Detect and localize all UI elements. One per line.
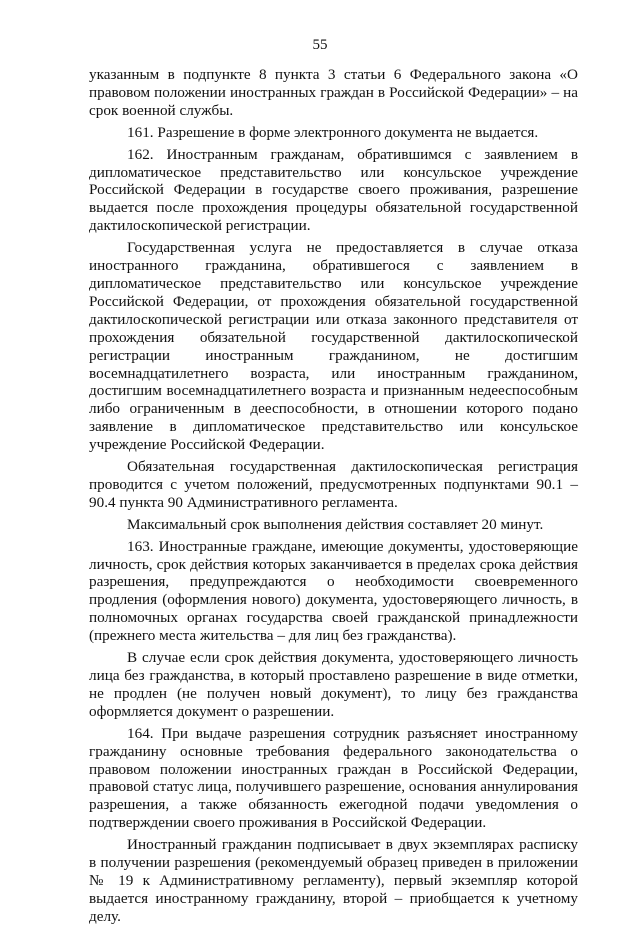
paragraph-161: 161. Разрешение в форме электронного документа не выдается.: [127, 123, 539, 141]
page-number: 55: [312, 37, 328, 53]
paragraph-receipt: Иностранный гражданин подписывает в двух экземплярах расписку в получении разрешения (рекомендуемый образец приведен в приложении № 19 к Административному регламенту), первый экземпляр которой выдается иностранному гражданину, второй – приобщается к учетному делу.: [89, 836, 578, 925]
paragraph-163: 163. Иностранные граждане, имеющие документы, удостоверяющие личность, срок действия которых заканчивается в пределах срока действия разрешения, предупреждаются о необходимости своевременного продления (оформления нового) документа, удостоверяющего личность, в полномочных органах государства своей гражданской принадлежности (прежнего места жительства – для лиц без гражданства).: [89, 537, 578, 645]
document-body: [89, 66, 578, 930]
paragraph-164: 164. При выдаче разрешения сотрудник разъясняет иностранному гражданину основные требования федерального законодательства о правовом положении иностранных граждан в Российской Федерации, правовой статус лица, получившего разрешение, основания аннулирования разрешения, а также обязанность ежегодной подачи уведомления о подтверждении своего проживания в Российской Федерации.: [89, 724, 578, 832]
paragraph-162: 162. Иностранным гражданам, обратившимся с заявлением в дипломатическое представительство или консульское учреждение Российской Федерации в государстве своего проживания, разрешение выдается после прохождения процедуры обязательной государственной дактилоскопической регистрации.: [89, 145, 578, 235]
paragraph-continuation: указанным в подпункте 8 пункта 3 статьи 6 Федерального закона «О правовом положении иностранных граждан в Российской Федерации» – на срок военной службы.: [89, 66, 578, 119]
paragraph-stateless-document: В случае если срок действия документа, удостоверяющего личность лица без гражданства, в который проставлено разрешение в виде отметки, не продлен (не получен новый документ), то лицу без гражданства оформляется документ о разрешении.: [89, 649, 578, 720]
paragraph-service-refusal: Государственная услуга не предоставляется в случае отказа иностранного гражданина, обратившегося с заявлением в дипломатическое представительство или консульское учреждение Российской Федерации, от прохождения обязательной государственной дактилоскопической регистрации или отказа законного представителя от прохождения обязательной государственной дактилоскопической регистрации иностранным гражданином, не достигшим восемнадцатилетнего возраста, или иностранным гражданином, достигшим восемнадцатилетнего возраста и признанным недееспособным либо ограниченным в дееспособности, в отношении которого подано заявление в дипломатическое представительство или консульское учреждение Российской Федерации.: [89, 239, 578, 454]
paragraph-fingerprint-registration: Обязательная государственная дактилоскопическая регистрация проводится с учетом положений, предусмотренных подпунктами 90.1 – 90.4 пункта 90 Административного регламента.: [89, 458, 578, 511]
paragraph-max-duration: Максимальный срок выполнения действия составляет 20 минут.: [127, 515, 544, 533]
